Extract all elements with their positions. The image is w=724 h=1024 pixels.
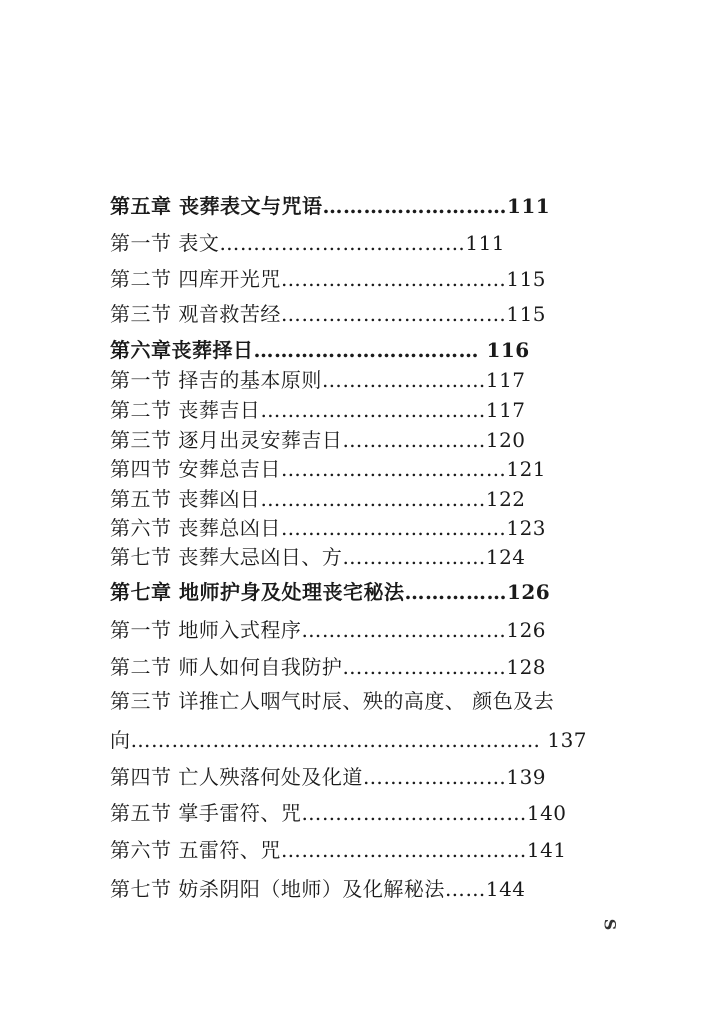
toc-section [110,541,526,570]
toc-leader: …………………………… [301,801,527,825]
toc-label: 第四节 安葬总吉日 [110,457,281,481]
toc-label: 第七节 妨杀阴阳（地师）及化解秘法 [110,877,445,901]
toc-leader: …………………………… [253,338,487,362]
toc-page-number: 140 [526,801,567,825]
toc-page-number: 121 [506,457,547,481]
toc-page-number: 137 [547,728,588,752]
toc-label: 第三节 逐月出灵安葬吉日 [110,428,343,452]
toc-leader: ………………… [362,765,507,789]
toc-page-number: 111 [465,231,506,255]
toc-page-number: 122 [485,487,526,511]
toc-label: 第一节 表文 [110,231,220,255]
toc-leader: …………………… [321,368,486,392]
toc-label: 向 [110,728,131,752]
toc-leader: ……………………………… [280,838,527,862]
toc-page-number: 123 [506,516,547,540]
toc-leader: ………………… [342,545,486,569]
toc-page-number: 115 [506,302,547,326]
toc-section [110,512,546,541]
toc-section [110,873,526,902]
toc-section [110,483,526,512]
toc-page-number: 120 [485,428,526,452]
toc-label: 第三节 详推亡人咽气时辰、殃的高度、 颜色及去 [110,689,555,713]
toc-page-number: 141 [526,838,567,862]
toc-section [110,364,526,393]
toc-leader: ………………… [342,428,486,452]
toc-page-number: 144 [485,877,526,901]
toc-leader: ……………………… [322,194,507,218]
toc-label: 第四节 亡人殃落何处及化道 [110,765,363,789]
toc-leader: …………………………… [280,267,507,291]
toc-page-number: 115 [506,267,547,291]
toc-page-number: 126 [506,618,547,642]
toc-label: 第二节 四库开光咒 [110,267,281,291]
toc-section-continuation [110,724,587,753]
toc-leader: …………… [404,580,507,604]
toc-label: 第六节 五雷符、咒 [110,838,281,862]
toc-label: 第六节 丧葬总凶日 [110,516,281,540]
toc-section [110,685,554,714]
toc-label: 第三节 观音救苦经 [110,302,281,326]
toc-section [110,263,546,292]
toc-section [110,651,546,680]
toc-chapter-7 [110,576,550,605]
toc-leader: …………………… [342,655,507,679]
toc-page-number: 124 [485,545,526,569]
toc-leader: …………………………… [280,302,507,326]
toc-leader: …………………………… [260,398,486,422]
toc-section [110,453,546,482]
toc-label: 第二节 师人如何自我防护 [110,655,343,679]
toc-section [110,834,567,863]
toc-label: 第六章丧葬择日 [110,338,254,362]
toc-leader: …………………………… [260,487,486,511]
toc-leader: ……………………………… [219,231,466,255]
toc-leader: ………………………… [301,618,507,642]
toc-page-number: 116 [486,338,530,362]
toc-section [110,227,505,256]
toc-label: 第五节 掌手雷符、咒 [110,801,302,825]
toc-leader: …………………………………………………… [130,728,548,752]
toc-leader: …………………………… [280,457,507,481]
toc-section [110,424,526,453]
toc-label: 第一节 择吉的基本原则 [110,368,322,392]
toc-chapter-5 [110,190,550,219]
toc-label: 第五章 丧葬表文与咒语 [110,194,323,218]
toc-page-number: 128 [506,655,547,679]
toc-label: 第一节 地师入式程序 [110,618,302,642]
toc-page-number: 117 [485,368,526,392]
toc-page-number: 139 [506,765,547,789]
toc-label: 第七节 丧葬大忌凶日、方 [110,545,343,569]
toc-section [110,761,546,790]
toc-section [110,394,526,423]
toc-page-number: 117 [485,398,526,422]
toc-chapter-6 [110,334,530,363]
toc-section [110,298,546,327]
toc-label: 第五节 丧葬凶日 [110,487,261,511]
toc-label: 第七章 地师护身及处理丧宅秘法 [110,580,405,604]
page-edge-mark: S [600,918,620,931]
toc-section [110,797,567,826]
toc-section [110,614,546,643]
toc-leader: …… [444,877,486,901]
toc-page-number: 111 [506,194,551,218]
toc-leader: …………………………… [280,516,507,540]
toc-label: 第二节 丧葬吉日 [110,398,261,422]
toc-page-number: 126 [506,580,551,604]
